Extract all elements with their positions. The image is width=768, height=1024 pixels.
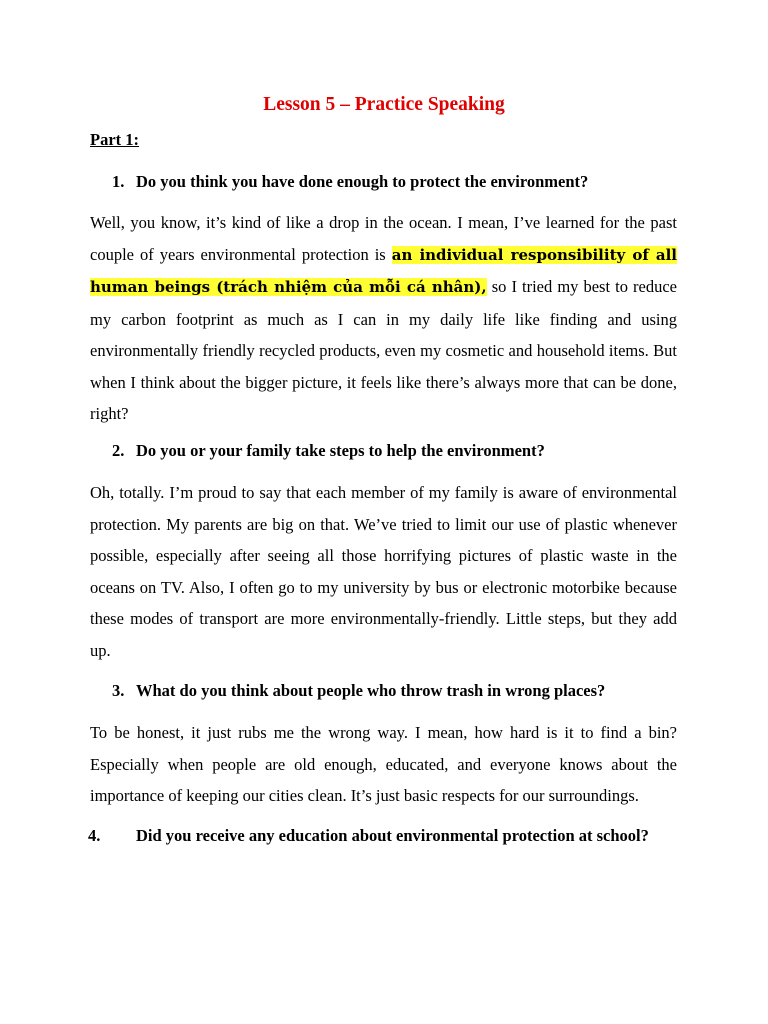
question-1 [112,166,678,198]
highlighted-phrase: an individual responsibility of all human beings (trách nhiệm của mỗi cá nhân), [90,245,677,296]
answer-text-continued: so I tried my best to reduce my carbon footprint as much as I can in my daily life like finding and using environmentally friendly recycled products, even my cosmetic and household items. But when I think about the bigger picture, it feels like there’s always more that can be done, right? [90,277,677,423]
question-number: 1. [112,172,125,191]
question-number: 4. [88,826,101,845]
question-number: 2. [112,441,125,460]
answer-text: Well, you know, it’s kind of like a drop in the ocean. I mean, I’ve learned for the past couple of years environmental protection is [90,213,677,264]
part-heading: Part 1: [90,130,140,149]
question-3 [112,675,678,707]
question-text: What do you think about people who throw trash in wrong places? [136,681,606,700]
question-text: Do you think you have done enough to protect the environment? [136,172,589,191]
answer-3: To be honest, it just rubs me the wrong way. I mean, how hard is it to find a bin? Especially when people are old enough, educated, and everyone knows about the importance of keeping our cities clean. It’s just basic respects for our surroundings. [90,723,677,805]
question-4 [88,820,678,852]
question-text: Did you receive any education about environmental protection at school? [136,826,649,845]
question-number: 3. [112,681,125,700]
question-2 [112,435,678,467]
question-text: Do you or your family take steps to help the environment? [136,441,545,460]
lesson-title: Lesson 5 – Practice Speaking [263,94,505,115]
answer-1 [90,207,677,430]
answer-2: Oh, totally. I’m proud to say that each member of my family is aware of environmental protection. My parents are big on that. We’ve tried to limit our use of plastic whenever possible, especially after seeing all those horrifying pictures of plastic waste in the oceans on TV. Also, I often go to my university by bus or electronic motorbike because these modes of transport are more environmentally-friendly. Little steps, but they add up. [90,483,677,660]
